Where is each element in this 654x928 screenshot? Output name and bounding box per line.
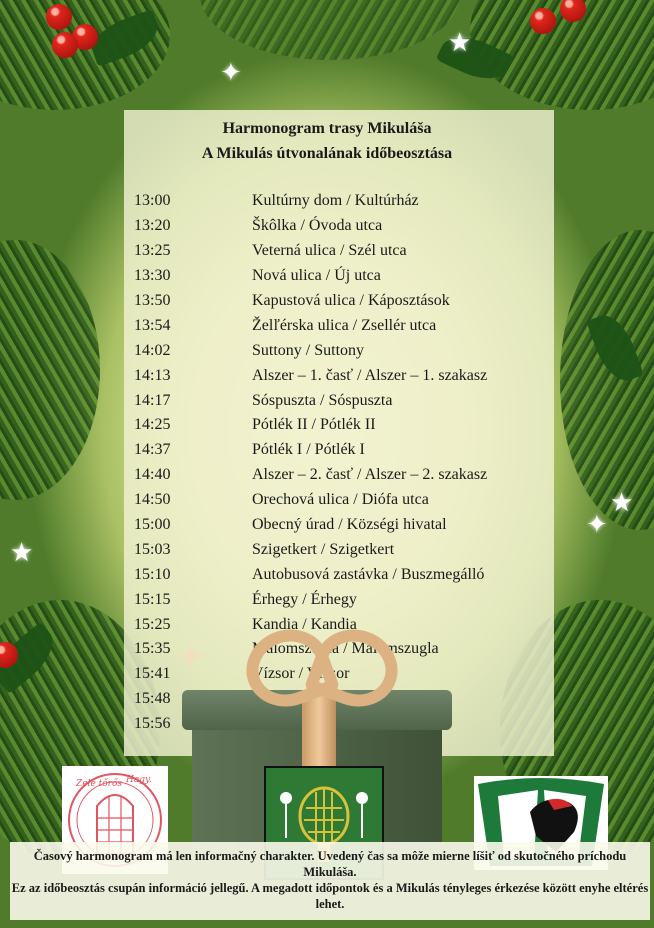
schedule-place: Veterná ulica / Szél utca [252, 242, 407, 260]
schedule-row [134, 562, 544, 587]
holly-berry [530, 8, 556, 34]
star-icon: ✦ [220, 58, 242, 88]
schedule-time: 14:02 [134, 341, 171, 359]
schedule-place: Kandia / Kandia [252, 615, 357, 633]
disclaimer-slovak: Časový harmonogram má len informačný charakter. Uvedený čas sa môže mierne líšiť od skutočného príchodu Mikuláša. [33, 849, 627, 879]
schedule-row [134, 513, 544, 538]
schedule-row [134, 537, 544, 562]
star-icon: ✦ [586, 510, 608, 540]
schedule-time: 15:41 [134, 665, 171, 683]
pine-branch-left [0, 240, 100, 500]
schedule-place: Autobusová zastávka / Buszmegálló [252, 565, 485, 583]
schedule-time: 15:03 [134, 540, 171, 558]
schedule-place: Pótlék I / Pótlék I [252, 441, 365, 459]
disclaimer-hungarian: Ez az időbeosztás csupán információ jellegű. A megadott időpontok és a Mikulás tényleges érkezése között enyhe eltérés lehet. [11, 881, 649, 911]
schedule-time: 15:00 [134, 516, 171, 534]
svg-text:Zele tőrős: Zele tőrős [76, 779, 123, 789]
schedule-place: Érhegy / Érhegy [252, 590, 357, 608]
disclaimer-notice [10, 842, 650, 920]
schedule-row [134, 289, 544, 314]
schedule-time: 15:25 [134, 615, 171, 633]
schedule-time: 14:37 [134, 441, 171, 459]
holly-berry [46, 4, 72, 30]
pine-branch-right [560, 230, 654, 530]
title-hungarian: A Mikulás útvonalának időbeosztása [201, 145, 453, 162]
schedule-place: Sóspuszta / Sóspuszta [252, 391, 393, 409]
pine-branch-top-center [200, 0, 460, 60]
star-icon: ★ [448, 28, 472, 58]
schedule-place: Kultúrny dom / Kultúrház [252, 192, 419, 210]
schedule-row [134, 587, 544, 612]
schedule-row [134, 413, 544, 438]
schedule-time: 15:15 [134, 590, 171, 608]
schedule-time: 13:25 [134, 242, 171, 260]
page-title [0, 116, 654, 166]
schedule-row [134, 313, 544, 338]
star-icon: ★ [610, 488, 634, 518]
schedule-time: 13:54 [134, 316, 171, 334]
schedule-place: Kapustová ulica / Káposztások [252, 292, 450, 309]
schedule-time: 13:50 [134, 292, 171, 309]
schedule-place: Alszer – 1. časť / Alszer – 1. szakasz [252, 366, 488, 384]
schedule-row [134, 463, 544, 488]
schedule-place: Nová ulica / Új utca [252, 267, 381, 285]
schedule-place: Vízsor / Vízsor [252, 665, 350, 683]
schedule-place: Szigetkert / Szigetkert [252, 540, 395, 558]
schedule-time: 14:13 [134, 366, 171, 384]
svg-text:Hagy.: Hagy. [126, 775, 152, 785]
schedule-time: 14:25 [134, 416, 171, 434]
schedule-row [134, 488, 544, 513]
schedule-time: 15:35 [134, 640, 171, 658]
schedule-row [134, 239, 544, 264]
holly-berry [52, 32, 78, 58]
schedule-row [134, 338, 544, 363]
schedule-row [134, 264, 544, 289]
schedule-place: Alszer – 2. časť / Alszer – 2. szakasz [252, 466, 488, 484]
schedule-time: 13:30 [134, 267, 171, 285]
schedule-time: 15:56 [134, 715, 171, 733]
schedule-place: Škôlka / Óvoda utca [252, 217, 383, 235]
schedule-time: 14:17 [134, 391, 171, 409]
schedule-place: Suttony / Suttony [252, 341, 365, 359]
schedule-place: Malomszugla / Malomszugla [252, 640, 439, 658]
schedule-row [134, 438, 544, 463]
schedule-place: Obecný úrad / Községi hivatal [252, 516, 447, 534]
schedule-time: 14:40 [134, 466, 171, 484]
schedule-row [134, 388, 544, 413]
schedule-place: Pótlék II / Pótlék II [252, 416, 376, 434]
title-slovak: Harmonogram trasy Mikuláša [222, 120, 432, 137]
schedule-time: 15:48 [134, 690, 171, 708]
schedule-row [134, 214, 544, 239]
schedule-time: 15:10 [134, 565, 171, 583]
star-icon: ★ [10, 538, 34, 568]
schedule-place: Želľérska ulica / Zsellér utca [252, 316, 437, 334]
schedule-place: Orechová ulica / Diófa utca [252, 491, 429, 509]
schedule-time: 14:50 [134, 491, 171, 509]
schedule-row [134, 363, 544, 388]
schedule-time: 13:00 [134, 192, 171, 210]
schedule-time: 13:20 [134, 217, 171, 235]
schedule-row [134, 189, 544, 214]
